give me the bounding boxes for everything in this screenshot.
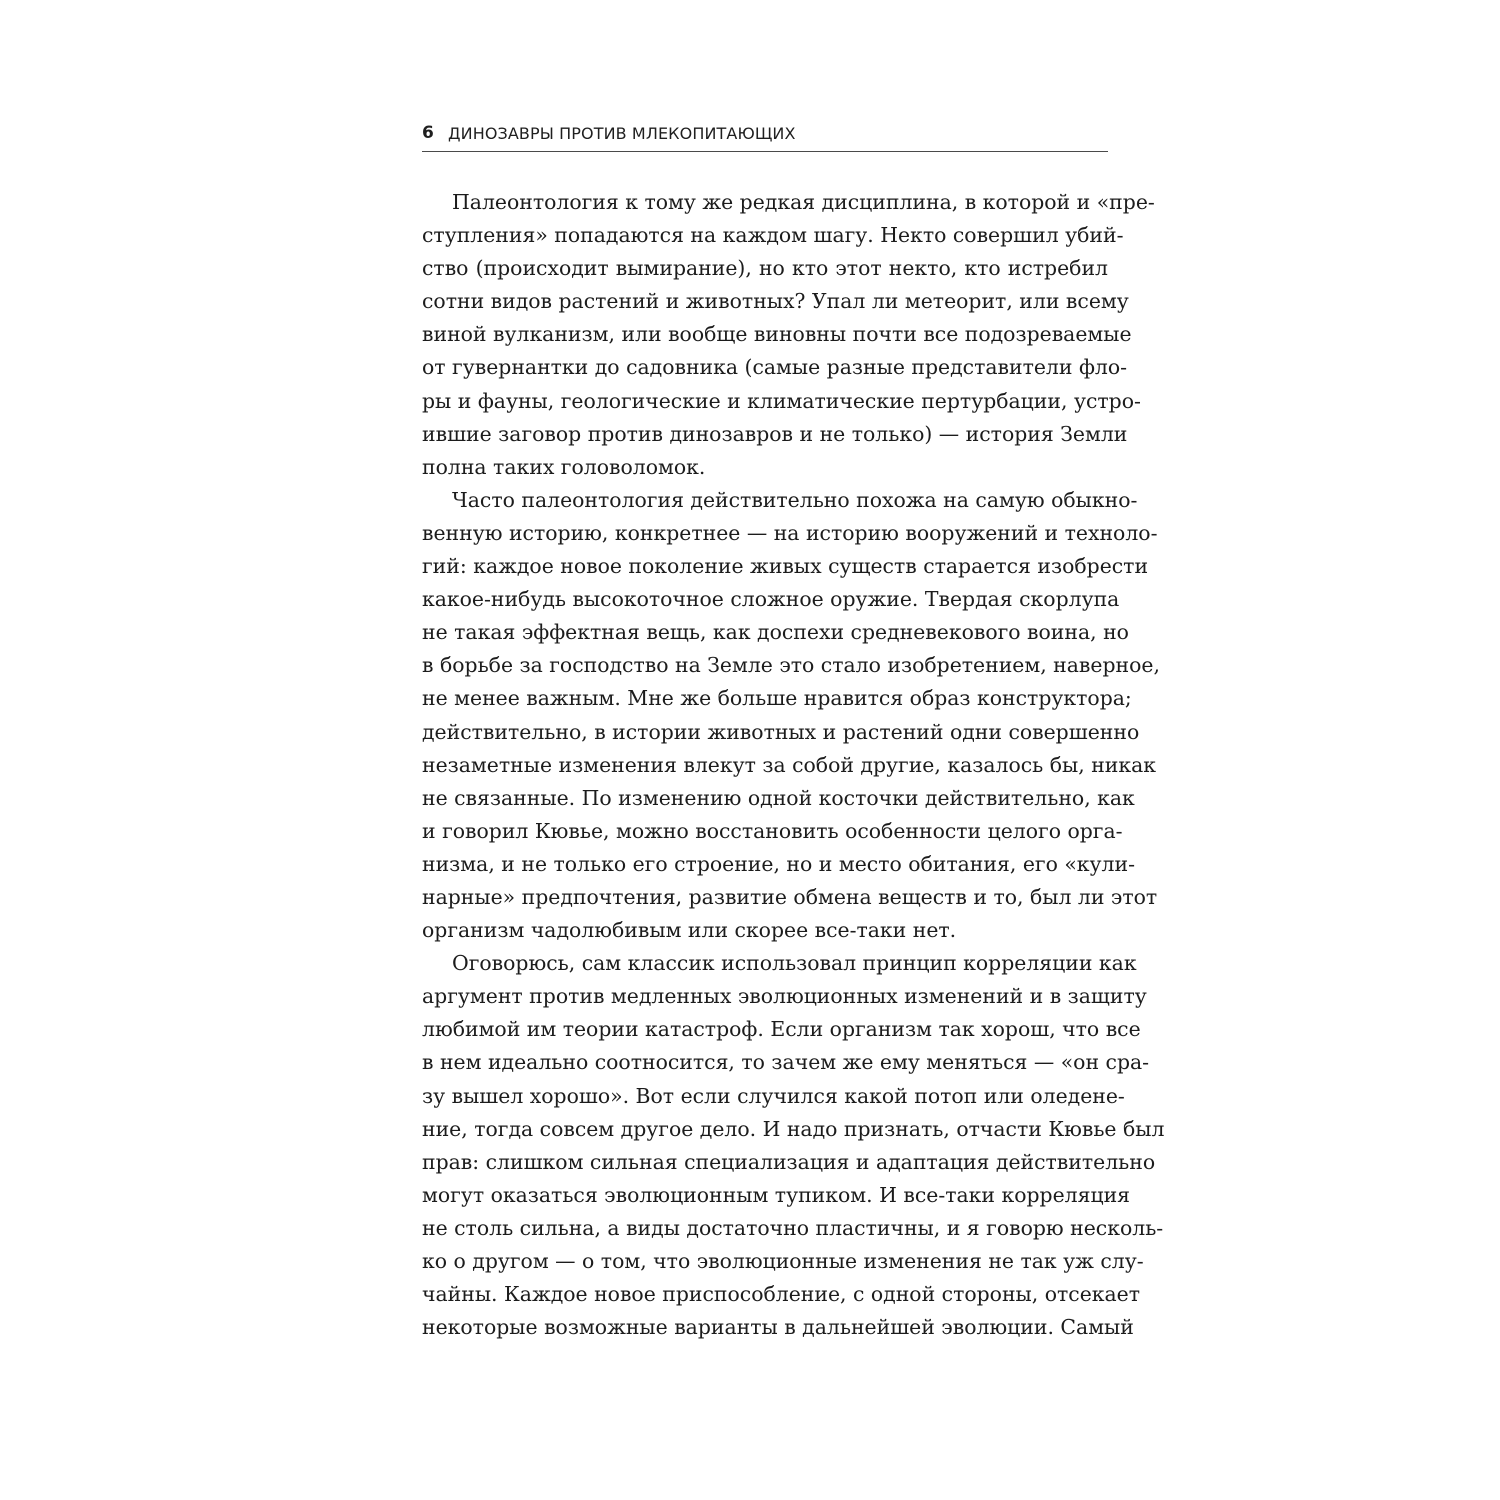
paragraph	[422, 186, 1155, 484]
paragraph	[422, 947, 1165, 1344]
text-line: могут оказаться эволюционным тупиком. И все-таки корреляция	[422, 1182, 1131, 1207]
body-text	[422, 186, 1165, 1344]
text-line: ство (происходит вымирание), но кто этот некто, кто истребил	[422, 256, 1108, 281]
text-line: от гувернантки до садовника (самые разные представители фло-	[422, 355, 1128, 380]
text-line: действительно, в истории животных и растений одни совершенно	[422, 719, 1140, 744]
text-line: Оговорюсь, сам классик использовал принцип корреляции как	[452, 951, 1137, 976]
text-line: гий: каждое новое поколение живых существ старается изобрести	[422, 554, 1149, 579]
text-line: прав: слишком сильная специализация и адаптация действительно	[422, 1149, 1156, 1174]
text-line: низма, и не только его строение, но и место обитания, его «кули-	[422, 851, 1135, 876]
text-line: чайны. Каждое новое приспособление, с одной стороны, отсекает	[422, 1282, 1141, 1307]
text-line: организм чадолюбивым или скорее все-таки нет.	[422, 918, 957, 943]
running-head	[422, 116, 1108, 152]
text-line: ко о другом — о том, что эволюционные изменения не так уж слу-	[422, 1249, 1144, 1273]
text-line: некоторые возможные варианты в дальнейшей эволюции. Самый	[422, 1315, 1134, 1340]
text-line: ившие заговор против динозавров и не только) — история Земли	[422, 421, 1128, 446]
text-line: не столь сильна, а виды достаточно пластичны, и я говорю несколь-	[422, 1215, 1164, 1240]
running-title: ДИНОЗАВРЫ ПРОТИВ МЛЕКОПИТАЮЩИХ	[448, 124, 796, 143]
text-line: в нем идеально соотносится, то зачем же ему меняться — «он сра-	[422, 1050, 1150, 1075]
text-line: любимой им теории катастроф. Если организм так хорош, что все	[422, 1017, 1141, 1042]
text-line: нарные» предпочтения, развитие обмена веществ и то, был ли этот	[422, 884, 1158, 909]
text-line: виной вулканизм, или вообще виновны почти все подозреваемые	[422, 322, 1132, 347]
page-number: 6	[422, 123, 435, 143]
text-line: не менее важным. Мне же больше нравится образ конструктора;	[422, 686, 1132, 711]
text-line: не связанные. По изменению одной косточки действительно, как	[422, 785, 1135, 810]
text-line: ры и фауны, геологические и климатические пертурбации, устро-	[422, 388, 1141, 413]
text-line: Часто палеонтология действительно похожа на самую обыкно-	[452, 487, 1138, 512]
text-line: сотни видов растений и животных? Упал ли метеорит, или всему	[422, 289, 1129, 314]
text-line: какое-нибудь высокоточное сложное оружие. Твердая скорлупа	[422, 587, 1120, 612]
text-line: ступления» попадаются на каждом шагу. Некто совершил убий-	[422, 223, 1124, 248]
text-line: ние, тогда совсем другое дело. И надо признать, отчасти Кювье был	[422, 1116, 1165, 1141]
text-line: в борьбе за господство на Земле это стало изобретением, наверное,	[422, 653, 1160, 678]
text-line: Палеонтология к тому же редкая дисциплина, в которой и «пре-	[452, 190, 1155, 214]
text-line: зу вышел хорошо». Вот если случился какой потоп или оледене-	[422, 1083, 1125, 1108]
text-line: не такая эффектная вещь, как доспехи средневекового воина, но	[422, 620, 1129, 645]
text-line: и говорил Кювье, можно восстановить особенности целого орга-	[422, 818, 1123, 843]
text-line: аргумент против медленных эволюционных изменений и в защиту	[422, 984, 1147, 1009]
text-line: полна таких головоломок.	[422, 454, 706, 479]
text-line: венную историю, конкретнее — на историю вооружений и техноло-	[422, 520, 1158, 545]
paragraph	[422, 484, 1160, 947]
text-line: незаметные изменения влекут за собой другие, казалось бы, никак	[422, 752, 1157, 777]
